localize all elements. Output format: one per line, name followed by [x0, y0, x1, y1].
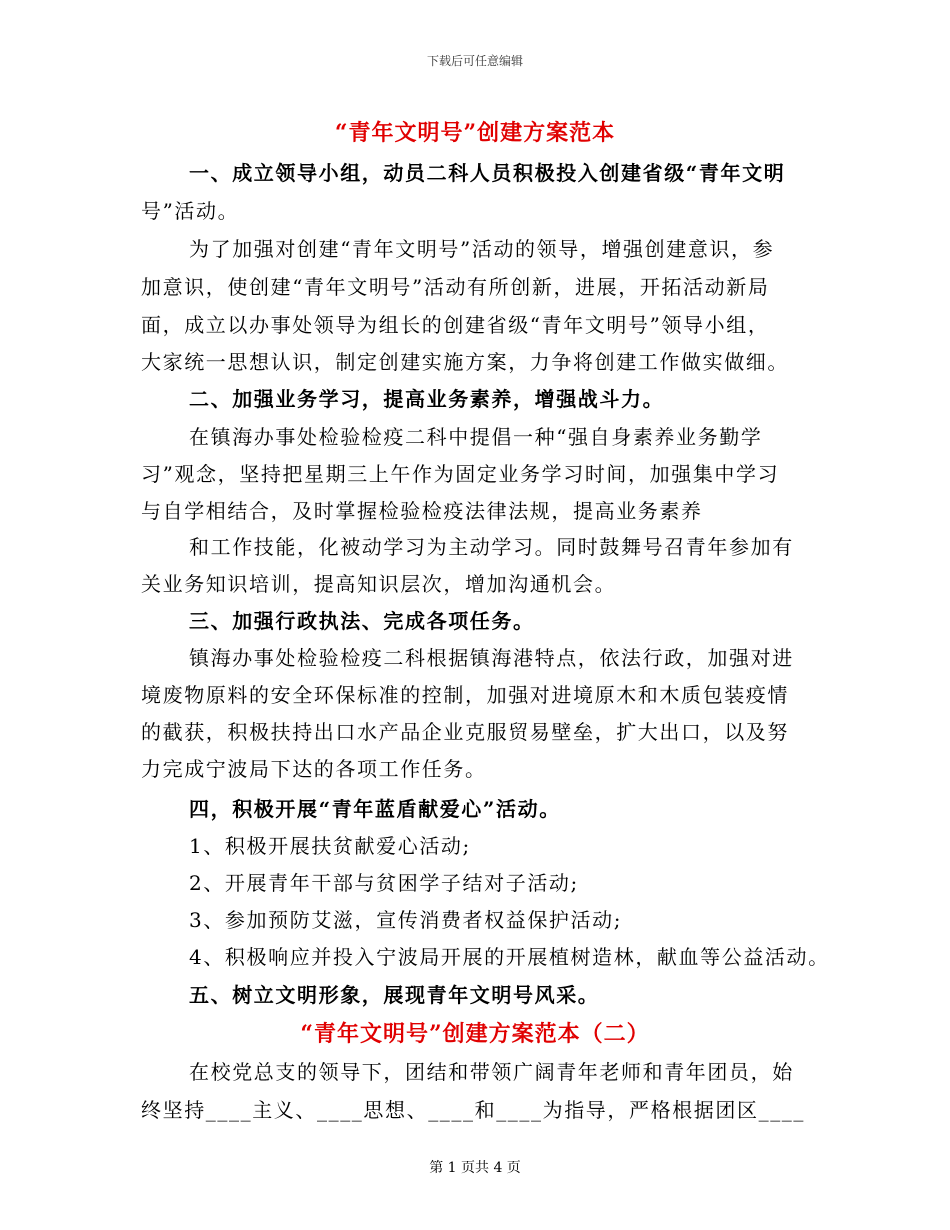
list-item: 4、积极响应并投入宁波局开展的开展植树造林，献血等公益活动。	[189, 945, 830, 969]
paragraph-line: 境废物原料的安全环保标准的控制，加强对进境原木和木质包装疫情	[141, 683, 789, 707]
paragraph-line: 面，成立以办事处领导为组长的创建省级“青年文明号”领导小组，	[141, 313, 770, 337]
section-heading-4: 四，积极开展“青年蓝盾献爱心”活动。	[189, 797, 561, 821]
paragraph-line: 镇海办事处检验检疫二科根据镇海港特点，依法行政，加强对进	[189, 646, 794, 670]
list-item: 2、开展青年干部与贫困学子结对子活动;	[189, 871, 579, 895]
document-title-2: “青年文明号”创建方案范本（二）	[300, 1021, 650, 1047]
paragraph-line: 习”观念，坚持把星期三上午作为固定业务学习时间，加强集中学习	[141, 462, 780, 486]
paragraph-line: 与自学相结合，及时掌握检验检疫法律法规，提高业务素养	[141, 499, 703, 523]
section-heading-5: 五、树立文明形象，展现青年文明号风采。	[189, 983, 600, 1007]
paragraph-line: 关业务知识培训，提高知识层次，增加沟通机会。	[141, 572, 617, 596]
paragraph-line: 在校党总支的领导下，团结和带领广阔青年老师和青年团员，始	[189, 1060, 794, 1084]
paragraph-line: 在镇海办事处检验检疫二科中提倡一种“强自身素养业务勤学	[189, 425, 763, 449]
page-header: 下载后可任意编辑	[426, 54, 523, 68]
list-item: 3、参加预防艾滋，宣传消费者权益保护活动;	[189, 908, 623, 932]
paragraph-line: 大家统一思想认识，制定创建实施方案，力争将创建工作做实做细。	[141, 350, 789, 374]
paragraph-line: 和工作技能，化被动学习为主动学习。同时鼓舞号召青年参加有	[189, 535, 794, 559]
paragraph-line: 加意识，使创建“青年文明号”活动有所创新，进展，开拓活动新局	[141, 275, 770, 299]
paragraph-line: 力完成宁波局下达的各项工作任务。	[141, 757, 487, 781]
section-heading-2: 二、加强业务学习，提高业务素养，增强战斗力。	[189, 387, 665, 411]
section-heading-1: 一、成立领导小组，动员二科人员积极投入创建省级“青年文明	[189, 161, 786, 185]
list-item: 1、积极开展扶贫献爱心活动;	[189, 834, 471, 858]
paragraph-line: 号”活动。	[141, 199, 240, 223]
document-title: “青年文明号”创建方案范本	[334, 120, 616, 146]
section-heading-3: 三、加强行政执法、完成各项任务。	[189, 609, 535, 633]
page-footer: 第 1 页共 4 页	[429, 1160, 521, 1176]
paragraph-line: 终坚持____主义、____思想、____和____为指导，严格根据团区____	[141, 1098, 805, 1122]
paragraph-line: 为了加强对创建“青年文明号”活动的领导，增强创建意识，参	[189, 237, 775, 261]
paragraph-line: 的截获，积极扶持出口水产品企业克服贸易壁垒，扩大出口，以及努	[141, 720, 789, 744]
